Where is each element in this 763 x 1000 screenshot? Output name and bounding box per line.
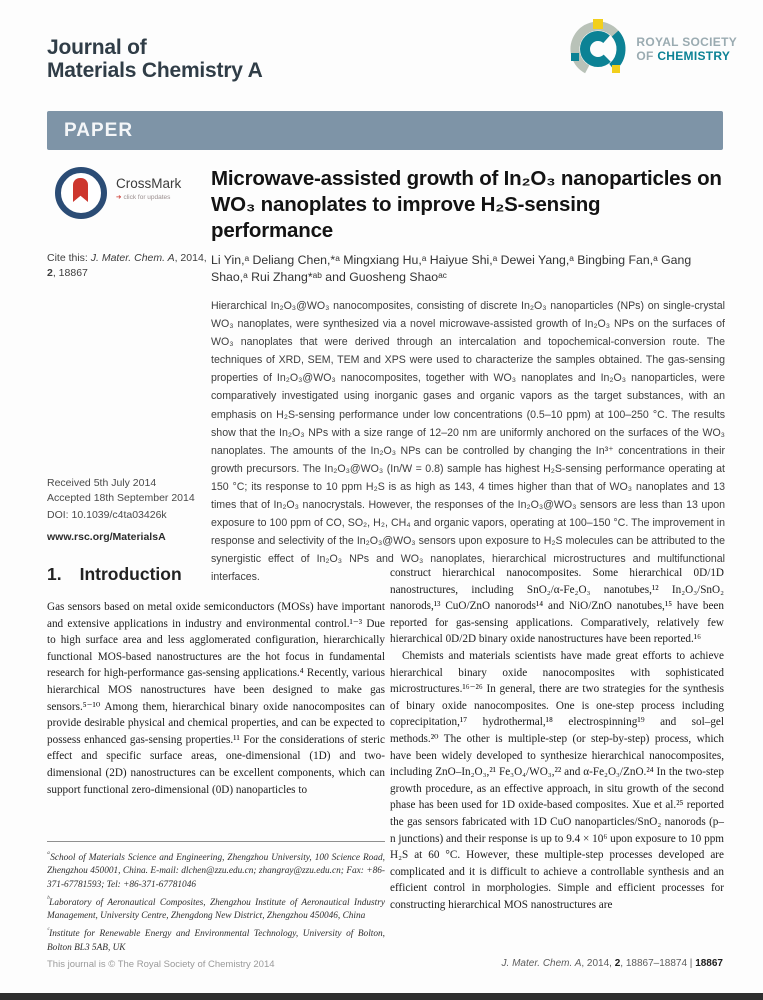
history-dates — [47, 476, 195, 506]
crossmark-badge[interactable] — [55, 167, 181, 219]
cite-prefix: Cite this: — [47, 252, 91, 264]
body-paragraph: construct hierarchical nanocomposites. Some hierarchical 0D/1D nanostructures, including SnO₂/α-Fe₂O₃ nanotubes,¹² In₂O₃/SnO₂ nanorods,¹³ CuO/ZnO nanorods¹⁴ and NiO/ZnO nanotubes,¹⁵ have been reported for gas-sensing applications. Comparatively, relatively few hierarchical 0D/2D binary oxide nanostructures have been reported.¹⁶ — [390, 567, 724, 646]
abstract-text: Hierarchical In₂O₃@WO₃ nanocomposites, consisting of discrete In₂O₃ nanoparticles (NPs) on single-crystal WO₃ nanoplates, were synthesized via a novel microwave-assisted growth of In₂O₃ NPs on the surfaces of WO₃ nanoplates that were derived through an intercalation and topochemical-conversion route. The techniques of XRD, SEM, TEM and XPS were used to characterize the samples obtained. The gas-sensing properties of In₂O₃@WO₃ nanocomposites, together with WO₃ nanoplates and In₂O₃ nanoparticles, were comparatively investigated using inorganic gases and organic vapors as the target substances, with an emphasis on H₂S-sensing performance under low concentrations (0.5–10 ppm) at 100–250 °C. The results show that the In₂O₃ NPs with a size range of 12–20 nm are uniformly anchored on the surfaces of the WO₃ nanoplates. The amounts of the In₂O₃ NPs can be controlled by changing the In³⁺ concentrations in their growth precursors. The In₂O₃@WO₃ (In/W = 0.8) sample has highest H₂S-sensing performance operating at 150 °C; its response to 10 ppm H₂S is as high as 143, 4 times higher than that of WO₃ nanoplates and 13 times that of In₂O₃ nanocrystals. However, the responses of the In₂O₃@WO₃ sensors are less than 13 upon exposure to 100 ppm of CO, SO₂, H₂, CH₄ and organic vapors, operating at 100–150 °C. The improvement in response and selectivity of the In₂O₃@WO₃ sensors upon exposure to H₂S molecules can be attributed to the synergistic effect of In₂O₃ NPs and WO₃ nanoplates, hierarchical microstructures and multifunctional interfaces. — [211, 300, 725, 584]
crossmark-subtext — [116, 193, 181, 201]
footnote-c — [47, 923, 385, 955]
footer-volume: 2 — [614, 958, 621, 969]
crossmark-subtext-label: click for updates — [123, 194, 171, 201]
journal-name-line2: Materials Chemistry A — [47, 59, 263, 82]
cite-journal: J. Mater. Chem. A — [90, 252, 175, 264]
footnote-divider — [47, 841, 385, 842]
footer-journal: J. Mater. Chem. A — [501, 958, 582, 969]
footer-page-number: 18867 — [695, 958, 723, 969]
cite-volume: 2 — [47, 267, 53, 279]
footer-pages: , 18867–18874 | — [620, 958, 696, 969]
affiliation-footnotes — [47, 847, 385, 955]
crossmark-label: CrossMark — [116, 176, 182, 191]
crossmark-text — [116, 167, 181, 201]
cite-page: , 18867 — [52, 267, 88, 279]
journal-url-link[interactable]: www.rsc.org/MaterialsA — [47, 531, 166, 543]
article-title: Microwave-assisted growth of In₂O₃ nanoparticles on WO₃ nanoplates to improve H₂S-sensing performance — [211, 167, 722, 242]
rsc-logo-of: OF — [636, 49, 658, 63]
section-title: Introduction — [79, 564, 182, 584]
doi: DOI: 10.1039/c4ta03426k — [47, 509, 167, 521]
footnote-b-marker: ᵇ — [47, 893, 50, 903]
section-number: 1. — [47, 564, 62, 584]
paper-type-banner — [47, 111, 723, 150]
journal-masthead — [47, 36, 263, 82]
bookmark-icon — [73, 178, 88, 202]
footnote-c-text: Institute for Renewable Energy and Environmental Technology, University of Bolton, Bolton BL3 5AB, UK — [47, 929, 385, 953]
rsc-logo — [568, 18, 737, 80]
rsc-logo-line1: ROYAL SOCIETY — [636, 35, 737, 49]
author-list: Li Yin,ᵃ Deliang Chen,*ᵃ Mingxiang Hu,ᵃ Haiyue Shi,ᵃ Dewei Yang,ᵃ Bingbing Fan,ᵃ Gang Shao,ᵃ Rui Zhang*ᵃᵇ and Guosheng Shaoᵃᶜ — [211, 253, 692, 284]
footnote-a-text: School of Materials Science and Engineering, Zhengzhou University, 100 Science Road, Zhengzhou 450001, China. E-mail: dlchen@zzu.edu.cn; zhangray@zzu.edu.cn; Fax: +86-371-67781593; Tel: +86-371-67781046 — [47, 853, 385, 890]
footnote-c-marker: ᶜ — [47, 925, 50, 935]
crossmark-icon — [55, 167, 107, 219]
footnote-a — [47, 847, 385, 892]
section-heading-introduction — [47, 564, 182, 585]
rsc-logo-line2 — [636, 49, 737, 63]
copyright-notice: This journal is © The Royal Society of Chemistry 2014 — [47, 959, 275, 970]
journal-name-line1: Journal of — [47, 36, 147, 59]
accepted-date: Accepted 18th September 2014 — [47, 492, 195, 504]
citation-info — [47, 251, 207, 281]
cite-mid: , 2014, — [174, 252, 207, 264]
rsc-logo-text — [636, 35, 737, 63]
received-date: Received 5th July 2014 — [47, 477, 157, 489]
footnote-a-marker: ᵃ — [47, 849, 51, 858]
body-column-right — [390, 565, 724, 925]
scan-edge-artifact — [0, 993, 763, 1000]
update-arrow-icon: ➔ — [116, 194, 122, 201]
rsc-emblem-icon — [568, 18, 630, 80]
body-paragraph: Chemists and materials scientists have made great efforts to achieve hierarchical binary oxide nanocomposites with sophisticated microstructures.¹⁶⁻²⁶ In general, there are two strategies for the synthesis of binary oxide nanocomposites. One is one-step process including coprecipitation,¹⁷ hydrothermal,¹⁸ electrospinning¹⁹ and sol–gel methods.²⁰ The other is multiple-step (or step-by-step) process, which have been widely developed to synthesize hierarchical nanocomposites, including ZnO–In₂O₃,²¹ Fe₃O₄/WO₃,²² and α-Fe₂O₃/ZnO.²⁴ In the two-step growth procedure, as an effective approach, in situ growth of the second phase has been used for 1D oxide-based composites. Xue et al.²⁵ reported the gas sensors fabricated with 1D CuO nanoparticles/SnO₂ nanorods (p–n junctions) and their response is up to 9.4 × 10⁶ upon exposure to 10 ppm H₂S at 60 °C. However, these multiple-step processes developed are complicated and it is difficult to achieve a controllable synthesis and an efficient control in morphologies. Simple and efficient processes for constructing hierarchical MOS nanostructures are — [390, 649, 724, 911]
footnote-b — [47, 892, 385, 924]
body-column-left — [47, 599, 385, 798]
running-citation — [502, 958, 723, 969]
footnote-b-text: Laboratory of Aeronautical Composites, Zhengzhou Institute of Aeronautical Industry Management, University Centre, Zhengdong New District, Zhengzhou 450046, China — [47, 897, 385, 921]
body-paragraph: Gas sensors based on metal oxide semiconductors (MOSs) have important and extensive applications in industry and environmental control.¹⁻³ Due to high surface area and less agglomerated configuration, hierarchically functional MOS-based nanostructures are the hot focus in fundamental research for high-performance gas-sensing applications.⁴ Recently, various hierarchical MOS nanostructures have been designed to make gas sensors.⁵⁻¹⁰ Among them, hierarchical binary oxide nanocomposites can provide desirable physical and chemical properties, and can be expected to possess enhanced gas-sensing properties.¹¹ For the considerations of steric effect and specific surface areas, one-dimensional (1D) and two-dimensional (2D) nanostructures can be excellent components, which can support functional zero-dimensional (0D) nanoparticles to — [47, 601, 385, 796]
footer-mid: , 2014, — [581, 958, 615, 969]
rsc-logo-chemistry: CHEMISTRY — [657, 49, 731, 63]
paper-type-label: PAPER — [64, 119, 134, 141]
